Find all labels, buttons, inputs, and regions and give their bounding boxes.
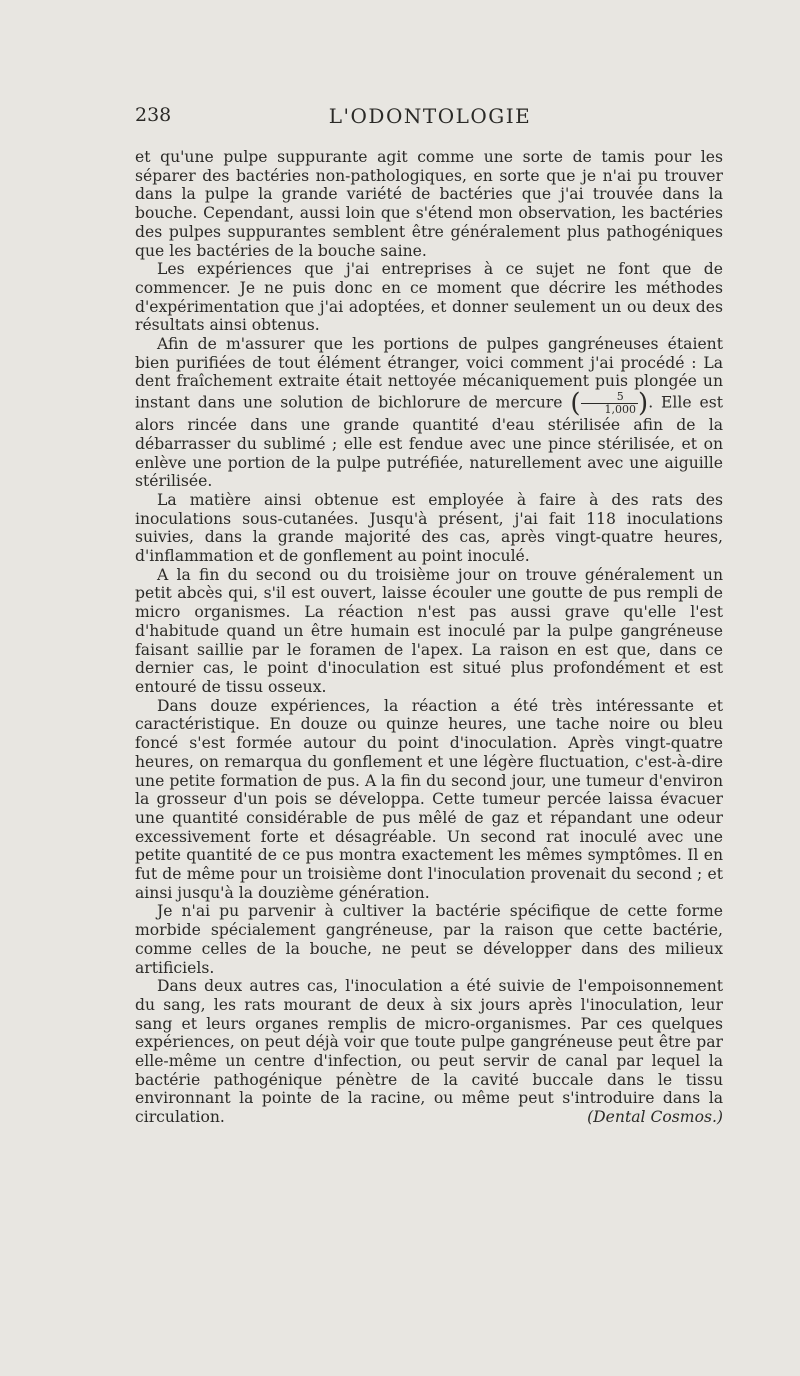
paragraph bbox=[135, 977, 723, 1127]
paragraph: et qu'une pulpe suppurante agit comme une sorte de tamis pour les séparer des bactéries non-pathologiques, en sorte que je n'ai pu trouver dans la pulpe la grande variété de bactéries que j'ai trouvée dans la bouche. Cependant, aussi loin que s'étend mon observation, les bactéries des pulpes suppurantes semblent être généralement plus pathogéniques que les bactéries de la bouche saine. bbox=[135, 148, 723, 260]
running-title: L'ODONTOLOGIE bbox=[328, 104, 532, 128]
fraction-numerator: 5 bbox=[581, 391, 639, 404]
article-body bbox=[135, 148, 723, 1127]
source-citation: (Dental Cosmos.) bbox=[587, 1108, 723, 1127]
paragraph: Je n'ai pu parvenir à cultiver la bactérie spécifique de cette forme morbide spécialement gangréneuse, par la raison que cette bactérie, comme celles de la bouche, ne peut se développer dans des milieux artificiels. bbox=[135, 902, 723, 977]
page-header bbox=[135, 104, 725, 134]
paragraph: La matière ainsi obtenue est employée à faire à des rats des inoculations sous-cutanées. Jusqu'à présent, j'ai fait 118 inoculations suivies, dans la grande majorité des cas, après vingt-quatre heures, d'inflammation et de gonflement au point inoculé. bbox=[135, 490, 723, 566]
paragraph: A la fin du second ou du troisième jour on trouve généralement un petit abcès qui, s'il est ouvert, laisse écouler une goutte de pus rempli de micro organismes. La réaction n'est pas aussi grave qu'elle l'est d'habitude quand un être humain est inoculé par la pulpe gangréneuse faisant saillie par le foramen de l'apex. La raison en est que, dans ce dernier cas, le point d'inoculation est situé plus profondément et est entouré de tissu osseux. bbox=[135, 565, 723, 696]
paragraph: Dans douze expériences, la réaction a été très intéressante et caractéristique. En douze ou quinze heures, une tache noire ou bleu foncé s'est formée autour du point d'inoculation. Après vingt-quatre heures, on remarqua du gonflement et une légère fluctuation, c'est-à-dire une petite formation de pus. A la fin du second jour, une tumeur d'environ la grosseur d'un pois se développa. Cette tumeur percée laissa évacuer une quantité considérable de pus mêlé de gaz et répandant une odeur excessivement forte et désagréable. Un second rat inoculé avec une petite quantité de ce pus montra exactement les mêmes symptômes. Il en fut de même pour un troisième dont l'inoculation provenait du second ; et ainsi jusqu'à la douzième génération. bbox=[135, 696, 723, 902]
paragraph: Les expériences que j'ai entreprises à ce sujet ne font que de commencer. Je ne puis donc en ce moment que décrire les méthodes d'expérimentation que j'ai adoptées, et donner seulement un ou deux des résultats ainsi obtenus. bbox=[135, 260, 723, 335]
paragraph-text: Dans deux autres cas, l'inoculation a été suivie de l'empoisonnement du sang, les rats mourant de deux à six jours après l'inoculation, leur sang et leurs organes remplis de micro-organismes. Par ces quelques expériences, on peut déjà voir que toute pulpe gangréneuse peut être par elle-même un centre d'infection, ou peut servir de canal par lequel la bactérie pathogénique pénètre de la cavité buccale dans le tissu environnant la pointe de la racine, ou même peut s'introduire dans la circulation. bbox=[135, 977, 723, 1127]
fraction bbox=[581, 391, 639, 416]
paragraph: Afin de m'assurer que les portions de pulpes gangréneuses étaient bien purifiées de tout élément étranger, voici comment j'ai procédé : La dent fraîchement extraite était nettoyée mécaniquement puis plongée un instant dans une solution de bichlorure de mercure ( $\frac{5}{1,000}$ ). Elle est alors rincée dans une grande quantité d'eau stérilisée afin de la débarrasser du sublimé ; elle est fendue avec une pince stérilisée, et on enlève une portion de la pulpe putréfiée, naturellement avec une aiguille stérilisée. bbox=[135, 335, 723, 491]
fraction-denominator: 1,000 bbox=[604, 403, 637, 417]
paragraph-text: Afin de m'assurer que les portions de pulpes gangréneuses étaient bien purifiées de tout élément étranger, voici comment j'ai procédé : La dent fraîchement extraite était nettoyée mécaniquement puis plongée un instant dans une solution de bichlorure de mercure bbox=[135, 335, 723, 412]
page-number: 238 bbox=[135, 104, 172, 126]
paragraph-text: . Elle est alors rincée dans une grande quantité d'eau stérilisée afin de la débarrasser du sublimé ; elle est fendue avec une pince stérilisée, et on enlève une portion de la pulpe putréfiée, naturellement avec une aiguille stérilisée. bbox=[135, 393, 723, 491]
